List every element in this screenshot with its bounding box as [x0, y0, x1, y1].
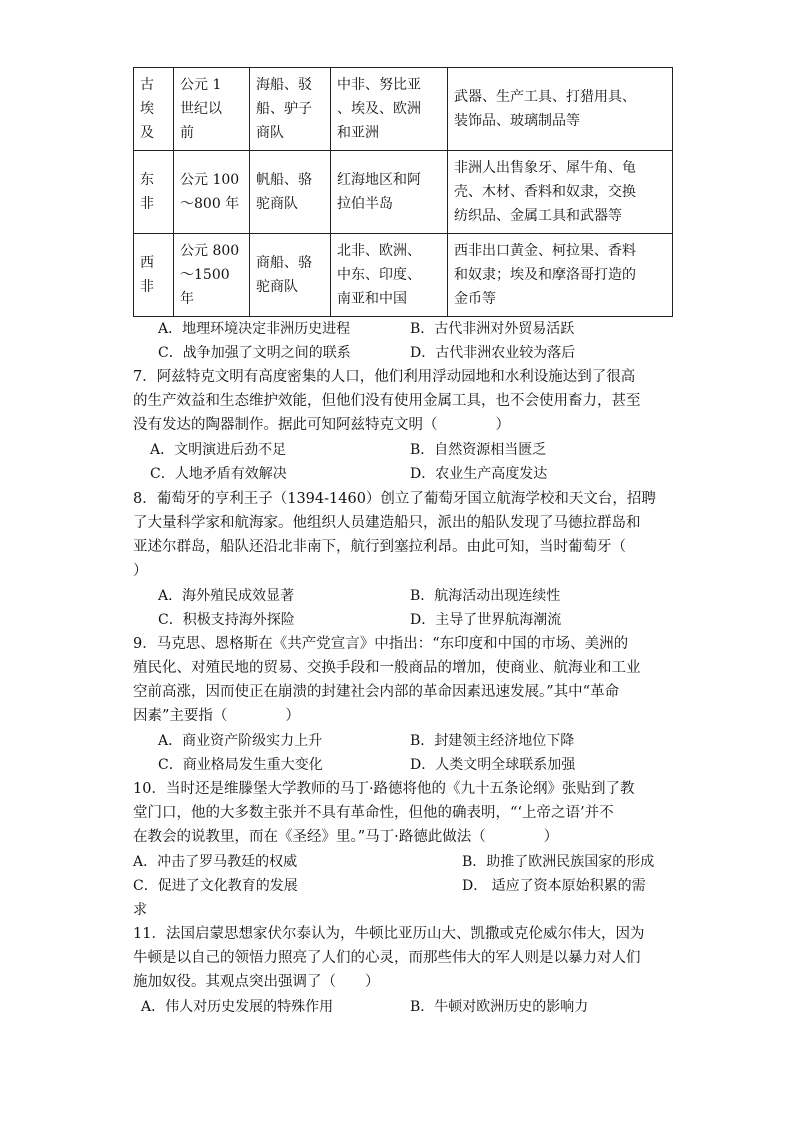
q7-option-a[interactable]: A．文明演进后劲不足: [150, 442, 287, 458]
q7-option-d[interactable]: D．农业生产高度发达: [410, 466, 548, 482]
q6-option-c[interactable]: C．战争加强了文明之间的联系: [158, 345, 351, 361]
table-cell: 红海地区和阿 拉伯半岛: [331, 151, 448, 234]
q7-stem-line: 的生产效益和生态维护效能，但他们没有使用金属工具，也不会使用畜力，甚至: [133, 393, 641, 409]
table-cell: 商船、骆 驼商队: [250, 234, 331, 317]
q8-option-c[interactable]: C．积极支持海外探险: [158, 612, 295, 628]
q8-option-b[interactable]: B．航海活动出现连续性: [410, 588, 561, 604]
q8-stem-line: ）: [133, 563, 148, 579]
q9-option-d[interactable]: D．人类文明全球联系加强: [410, 757, 576, 773]
table-cell: 帆船、骆 驼商队: [250, 151, 331, 234]
q9-stem-line: 9．马克思、恩格斯在《共产党宣言》中指出：“东印度和中国的市场、美洲的: [133, 636, 629, 652]
q10-stem-line: 在教会的说教里，而在《圣经》里。”马丁·路德此做法（ ）: [133, 829, 559, 845]
q10-option-b[interactable]: B．助推了欧洲民族国家的形成: [462, 854, 655, 870]
q11-stem-line: 施加奴役。其观点突出强调了（ ）: [133, 974, 380, 990]
table-cell: 东 非: [134, 151, 174, 234]
table-cell: 公元 800 ～1500 年: [174, 234, 250, 317]
q10-option-d[interactable]: D． 适应了资本原始积累的需: [462, 878, 646, 894]
q7-option-b[interactable]: B．自然资源相当匮乏: [410, 442, 547, 458]
table-row: [134, 151, 673, 234]
q9-option-b[interactable]: B．封建领主经济地位下降: [410, 733, 575, 749]
q9-stem-line: 因素”主要指（ ）: [133, 708, 300, 724]
table-cell: 中非、努比亚 、埃及、欧洲 和亚洲: [331, 68, 448, 151]
q6-option-d[interactable]: D．古代非洲农业较为落后: [410, 345, 576, 361]
q11-option-b[interactable]: B．牛顿对欧洲历史的影响力: [410, 999, 589, 1015]
q10-stem-line: 堂门口，他的大多数主张并不具有革命性，但他的确表明，“‘上帝之语’并不: [133, 805, 614, 821]
q11-option-a[interactable]: A．伟人对历史发展的特殊作用: [141, 999, 334, 1015]
q8-stem-line: 亚述尔群岛，船队还沿北非南下，航行到塞拉利昂。由此可知，当时葡萄牙（: [133, 539, 626, 555]
q8-option-a[interactable]: A．海外殖民成效显著: [158, 588, 295, 604]
table-cell: 西非出口黄金、柯拉果、香料 和奴隶；埃及和摩洛哥打造的 金币等: [448, 234, 673, 317]
q8-option-d[interactable]: D．主导了世界航海潮流: [410, 612, 562, 628]
q10-stem-line: 10．当时还是维滕堡大学教师的马丁·路德将他的《九十五条论纲》张贴到了教: [133, 781, 635, 797]
q9-stem-line: 空前高涨，因而使正在崩溃的封建社会内部的革命因素迅速发展。”其中“革命: [133, 684, 620, 700]
table-cell: 古 埃 及: [134, 68, 174, 151]
q6-option-b[interactable]: B．古代非洲对外贸易活跃: [410, 321, 575, 337]
table-cell: 非洲人出售象牙、犀牛角、龟 壳、木材、香料和奴隶，交换 纺织品、金属工具和武器等: [448, 151, 673, 234]
q10-option-c[interactable]: C．促进了文化教育的发展: [133, 878, 298, 894]
table-row: [134, 68, 673, 151]
table-cell: 西 非: [134, 234, 174, 317]
table-cell: 公元 1 世纪以 前: [174, 68, 250, 151]
q7-stem-line: 7．阿兹特克文明有高度密集的人口，他们利用浮动园地和水利设施达到了很高: [133, 369, 636, 385]
q7-stem-line: 没有发达的陶器制作。据此可知阿兹特克文明（ ）: [133, 417, 510, 433]
africa-trade-table: [133, 67, 673, 317]
table-cell: 海船、驳 船、驴子 商队: [250, 68, 331, 151]
q11-stem-line: 牛顿是以自己的领悟力照亮了人们的心灵，而那些伟大的军人则是以暴力对人们: [133, 950, 641, 966]
q8-stem-line: 了大量科学家和航海家。他组织人员建造船只，派出的船队发现了马德拉群岛和: [133, 515, 641, 531]
q6-option-a[interactable]: A．地理环境决定非洲历史进程: [158, 321, 351, 337]
q10-option-a[interactable]: A．冲击了罗马教廷的权威: [133, 854, 298, 870]
table-cell: 北非、欧洲、 中东、印度、 南亚和中国: [331, 234, 448, 317]
q9-stem-line: 殖民化、对殖民地的贸易、交换手段和一般商品的增加，使商业、航海业和工业: [133, 660, 641, 676]
table-row: [134, 234, 673, 317]
q9-option-c[interactable]: C．商业格局发生重大变化: [158, 757, 323, 773]
q7-option-c[interactable]: C．人地矛盾有效解决: [150, 466, 287, 482]
q9-option-a[interactable]: A．商业资产阶级实力上升: [158, 733, 323, 749]
table-cell: 武器、生产工具、打猎用具、 装饰品、玻璃制品等: [448, 68, 673, 151]
q8-stem-line: 8．葡萄牙的亨利王子（1394-1460）创立了葡萄牙国立航海学校和天文台，招聘: [133, 491, 656, 507]
q10-option-d-continued: 求: [133, 902, 147, 918]
q11-stem-line: 11．法国启蒙思想家伏尔泰认为，牛顿比亚历山大、凯撒或克伦威尔伟大，因为: [133, 926, 645, 942]
table-cell: 公元 100 ～800 年: [174, 151, 250, 234]
